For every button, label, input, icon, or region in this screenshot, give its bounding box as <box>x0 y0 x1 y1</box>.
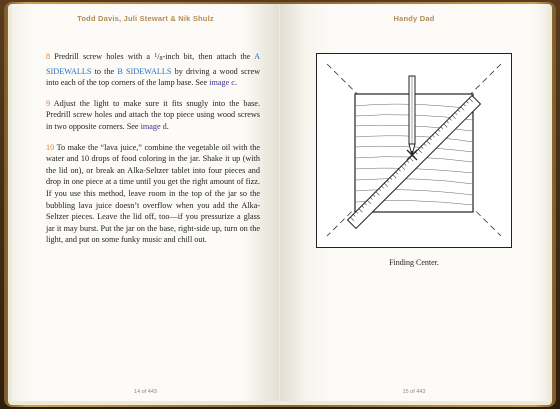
finding-center-figure[interactable] <box>316 53 512 248</box>
left-text-block <box>46 51 260 255</box>
step-text: by driving a wood screw into each of the top corners of the lamp base. See <box>46 66 261 88</box>
right-page-number: 15 of 443 <box>402 389 426 395</box>
right-running-head: Handy Dad <box>393 14 435 23</box>
step-text: -inch bit, then attach the <box>162 52 255 61</box>
fraction-numerator: 1 <box>154 53 158 59</box>
left-running-head: Todd Davis, Juli Stewart & Nik Shulz <box>77 14 214 23</box>
image-c-link[interactable]: image c <box>209 78 235 88</box>
step-text: . <box>234 78 237 88</box>
left-page-number: 14 of 443 <box>134 389 157 395</box>
step-text: Adjust the light to make sure it fits snugly into the base. Predrill screw holes and attach the top piece using wood screws in two opposite corners. See <box>46 98 260 131</box>
fraction-denominator: 8 <box>159 56 163 62</box>
step-number: 10 <box>46 142 55 152</box>
paragraph-step-10 <box>46 142 260 246</box>
step-text: Predrill screw holes with a <box>50 52 155 61</box>
step-text: to the <box>91 66 118 76</box>
left-page[interactable] <box>12 4 279 401</box>
finding-center-illustration <box>317 54 511 247</box>
step-number: 8 <box>46 52 51 61</box>
part-link-b-sidewalls[interactable]: B SIDEWALLS <box>117 66 172 76</box>
pencil-icon <box>409 76 415 155</box>
fraction-slash: / <box>157 52 160 61</box>
paragraph-step-8 <box>46 51 260 89</box>
step-text: . <box>166 121 169 131</box>
step-number: 9 <box>46 98 51 108</box>
paragraph-step-9 <box>46 98 260 133</box>
right-page[interactable] <box>280 4 548 401</box>
part-link-a-sidewalls[interactable]: A SIDEWALLS <box>46 52 260 76</box>
figure-caption: Finding Center. <box>389 258 439 267</box>
image-d-link[interactable]: image d <box>140 121 167 131</box>
step-text: To make the “lava juice,” combine the vegetable oil with the water and 10 drops of food coloring in the jar. Shake it up (with the lid on), or break an Alka-Seltzer tablet into four pieces and drop in one piece at a time until you get the right amount of fizz. If you use this method, leave room in the top of the jar so the bubbling lava juice doesn’t overflow when you add the Alka-Seltzer pieces. Leave the lid off, too—if you pressurize a glass jar it may burst. Put the jar on the base, right-side up, turn on the light, and put on some funky music and chill out. <box>46 142 260 245</box>
